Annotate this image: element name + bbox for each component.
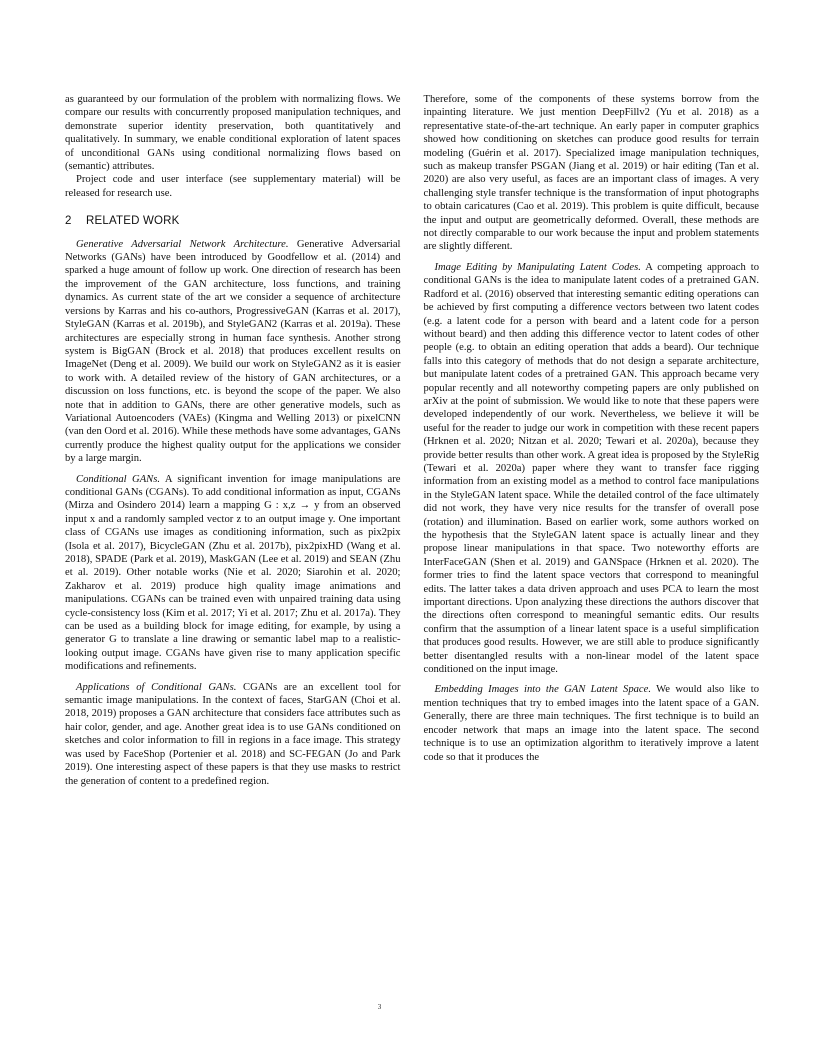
right-column bbox=[424, 93, 760, 788]
paragraph-text: A significant invention for image manipulations are conditional GANs (CGANs). To add conditional information as input, CGANs (Mirza and Osindero 2014) learn a mapping G : x,z → y from an observed input x and a randomly sampled vector z to an output image y. One important class of CGANs use images as conditioning information, such as pix2pix (Isola et al. 2017), BicycleGAN (Zhu et al. 2017b), pix2pixHD (Wang et al. 2018), SPADE (Park et al. 2019), MaskGAN (Lee et al. 2019) and SEAN (Zhu et al. 2019). Other notable works (Nie et al. 2020; Siarohin et al. 2020; Zakharov et al. 2019) produce high quality image animations and manipulations. CGANs can be trained even with unpaired training data using cycle-consistency loss (Kim et al. 2017; Yi et al. 2017; Zhu et al. 2017a). They can be used as a building block for image editing, for example, by using a generator G to translate a line drawing or semantic label map to a realistic-looking output image. CGANs have given rise to many application specific modifications and refinements. bbox=[65, 473, 401, 673]
paragraph-text: CGANs are an excellent tool for semantic image manipulations. In the context of faces, StarGAN (Choi et al. 2018, 2019) proposes a GAN architecture that considers face attributes such as hair color, gender, and age. Another great idea is to use GANs conditioned on sketches and color information to fill in regions in a face image. This strategy was used by FaceShop (Portenier et al. 2018) and SC-FEGAN (Jo and Park 2019). One interesting aspect of these papers is that they use masks to restrict the generation of content to a predefined region. bbox=[65, 681, 401, 787]
section-heading-related-work bbox=[65, 215, 401, 228]
paragraph-intro-continuation bbox=[65, 93, 401, 173]
paragraph-lead: Applications of Conditional GANs. bbox=[76, 681, 237, 693]
paragraph-text: Therefore, some of the components of these systems borrow from the inpainting literature. We just mention DeepFillv2 (Yu et al. 2018) as a representative state-of-the-art technique. An early paper in computer graphics showed how conditioning on sketches can produce good results for terrain modeling (Guérin et al. 2017). Specialized image manipulation techniques, such as makeup transfer PSGAN (Jiang et al. 2019) or hair editing (Tan et al. 2020) are also very useful, as faces are an important class of images. A very challenging style transfer technique is the transformation of input photographs to obtain caricatures (Cao et al. 2019). This problem is quite difficult, because the input and output are geometrically deformed. Overall, these methods are not directly comparable to our work because the input and problem statements are slightly different. bbox=[423, 94, 759, 253]
paragraph-project-code bbox=[65, 173, 401, 200]
section-title: RELATED WORK bbox=[86, 215, 180, 228]
two-column-body bbox=[65, 93, 759, 788]
paragraph-lead: Image Editing by Manipulating Latent Codes. bbox=[434, 261, 641, 273]
paragraph-text: Generative Adversarial Networks (GANs) have been introduced by Goodfellow et al. (2014) and sparked a huge amount of follow up work. One direction of research has been the improvement of the GAN architecture, loss functions, and training dynamics. As current state of the art we consider a sequence of architecture versions by Karras and his co-authors, ProgressiveGAN (Karras et al. 2017), StyleGAN (Karras et al. 2019b), and StyleGAN2 (Karras et al. 2019a). These architectures are especially strong in human face synthesis. Another strong system is BigGAN (Brock et al. 2018) that produces excellent results on ImageNet (Deng et al. 2009). We build our work on StyleGAN2 as it is easier to work with. A detailed review of the history of GAN architectures, or a discussion on loss functions, etc. is beyond the scope of the paper. We also note that in addition to GANs, there are other generative models, such as Variational Autoencoders (VAEs) (Kingma and Welling 2013) or pixelCNN (van den Oord et al. 2016). While these methods have some advantages, GANs currently produce the highest quality output for the applications we consider by a large margin. bbox=[65, 238, 401, 465]
paragraph-text: as guaranteed by our formulation of the problem with normalizing flows. We compare our results with concurrently proposed manipulation techniques, and demonstrate superior identity preservation, both quantitatively and qualitatively. In summary, we enable conditional exploration of latent spaces of unconditional GANs using conditional normalizing flows based on (semantic) attributes. bbox=[65, 94, 401, 173]
paragraph-latent-codes bbox=[424, 261, 760, 677]
paragraph-text: Project code and user interface (see supplementary material) will be released for research use. bbox=[65, 174, 401, 199]
paragraph-gan-architecture bbox=[65, 238, 401, 466]
paragraph-embedding-images bbox=[424, 683, 760, 763]
section-number: 2 bbox=[65, 215, 72, 228]
left-column bbox=[65, 93, 401, 788]
paragraph-text: We would also like to mention techniques that try to embed images into the latent space of a GAN. Generally, there are three main techniques. The first technique is to build an encoder network that maps an image into the latent space. The second technique is to use an optimization algorithm to iteratively improve a latent code so that it produces the bbox=[423, 684, 759, 763]
paragraph-conditional-gans bbox=[65, 473, 401, 674]
paragraph-lead: Embedding Images into the GAN Latent Space. bbox=[434, 684, 651, 696]
paragraph-text: A competing approach to conditional GANs is the idea to manipulate latent codes of a pretrained GAN. Radford et al. (2016) observed that interesting semantic editing operations can be achieved by first computing a difference vectors between two latent codes (e.g. a latent code for a person with beard and a latent code for a person without beard) and then adding this difference vector to latent codes of other people (e.g. to obtain an editing operation that adds a beard). Our technique falls into this category of methods that do not design a separate architecture, but manipulate latent codes of a pretrained GAN. This approach became very popular recently and all noteworthy competing papers are only published on arXiv at the point of submission. We would like to note that these papers were developed independently of our work. Nevertheless, we believe it will be useful for the reader to judge our work in competition with these recent papers (Hrknen et al. 2020; Nitzan et al. 2020; Tewari et al. 2020a), because they provide better results than other work. A great idea is proposed by the StyleRig (Tewari et al. 2020a) paper where they want to transfer face rigging information from an existing model as a method to control face manipulations in the StyleGAN latent space. While the detailed control of the face ultimately did not work, they have very nice results for the transfer of overall pose (rotation) and illumination. Based on earlier work, some authors worked on the hypothesis that the StyleGAN latent space is actually linear and they propose linear manipulations in that space. Two noteworthy efforts are InterFaceGAN (Shen et al. 2019) and GANSpace (Hrknen et al. 2020). The former tries to find the latent space vectors that correspond to meaningful edits. The latter takes a data driven approach and uses PCA to learn the most important directions. Upon analyzing these directions the authors discover that the directions often correspond to meaningful semantic edits. Our results confirm that the assumption of a linear latent space is a useful simplification that produces good results. However, we are still able to produce significantly better disentangled results with a non-linear model of the latent space conditioned on the input image. bbox=[423, 261, 759, 676]
paragraph-inpainting-continuation bbox=[424, 93, 760, 254]
paragraph-lead: Generative Adversarial Network Architecture. bbox=[76, 238, 289, 250]
page-number: 3 bbox=[377, 1003, 382, 1011]
paragraph-applications-cgans bbox=[65, 681, 401, 788]
paragraph-lead: Conditional GANs. bbox=[76, 473, 161, 485]
